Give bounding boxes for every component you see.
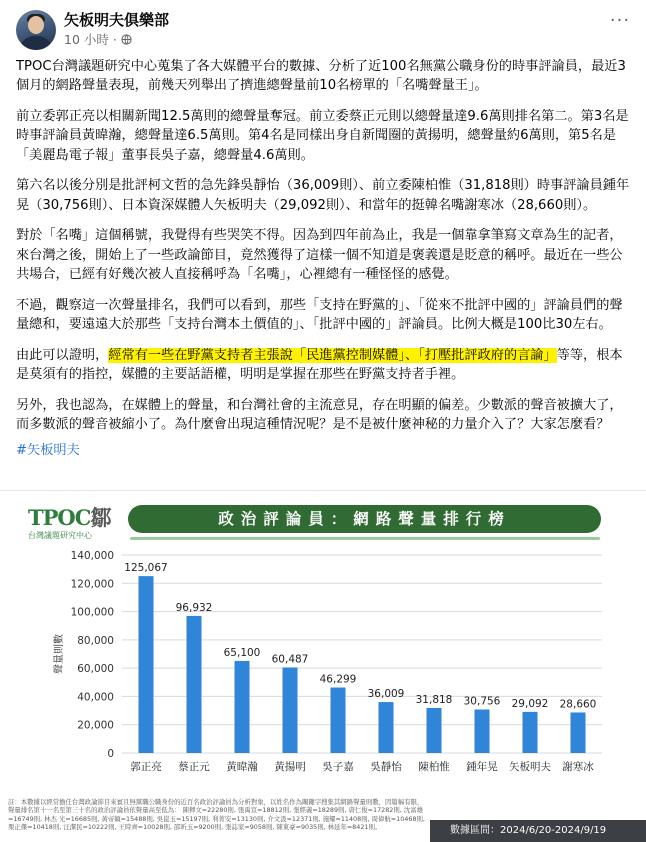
data-label: 36,009 bbox=[367, 688, 405, 701]
post-body bbox=[16, 57, 634, 460]
post-header bbox=[0, 0, 646, 52]
bar bbox=[283, 667, 298, 753]
x-tick-label: 矢板明夫 bbox=[509, 761, 551, 773]
x-tick-label: 吳子嘉 bbox=[322, 761, 354, 773]
post-paragraph: 第六名以後分別是批評柯文哲的急先鋒吳靜怡（36,009則）、前立委陳柏惟（31,818則）時事評論員鍾年晃（30,756則）、日本資深媒體人矢板明夫（29,092則）、和當年的挺韓名嘴謝寒冰（28,660則）。 bbox=[16, 178, 630, 213]
y-tick-label: 140,000 bbox=[70, 550, 114, 562]
page-avatar[interactable] bbox=[16, 10, 56, 50]
post-paragraph: 另外，我也認為，在媒體上的聲量，和台灣社會的主流意見，存在明顯的偏差。少數派的聲音被擴大了，而多數派的聲音被縮小了。為什麼會出現這種情況呢？是不是被什麼神秘的力量介入了？大家怎麼看？ bbox=[16, 397, 623, 433]
bar bbox=[379, 702, 394, 753]
page-name[interactable]: 矢板明夫俱樂部 bbox=[64, 11, 170, 29]
y-tick-label: 40,000 bbox=[77, 691, 114, 704]
chart-title-banner: 政治評論員：網路聲量排行榜 bbox=[128, 505, 601, 533]
logo-text: TPOC bbox=[28, 505, 91, 530]
logo-subtitle: 台灣議題研究中心 bbox=[28, 531, 92, 540]
data-label: 30,756 bbox=[463, 695, 501, 708]
highlighted-text: 經常有一些在野黨支持者主張說「民進黨控制媒體」、「打壓批評政府的言論」 bbox=[108, 347, 557, 363]
data-label: 46,299 bbox=[319, 673, 357, 686]
bar bbox=[235, 661, 250, 753]
y-tick-label: 0 bbox=[107, 748, 114, 760]
y-tick-label: 80,000 bbox=[77, 634, 114, 647]
bar bbox=[187, 616, 202, 753]
post-paragraph: 前立委郭正亮以相關新聞12.5萬則的總聲量奪冠。前立委蔡正元則以總聲量達9.6萬則排名第二。第3名是時事評論員黃暐瀚，總聲量達6.5萬則。第4名是同樣出身自新聞圈的黃揚明，總聲量約6萬則，第5名是「美麗島電子報」董事長吳子嘉，總聲量4.6萬則。 bbox=[16, 109, 629, 163]
chart-footnote: 註：本數據以經常擔任台灣政論節目來賓且無黨職公職身份的近百名政治評論員為分析對象，以姓名作為關鍵字搜集其網路聲量則數，因篇幅有限，聲量排名第十一名至第三十名的政治評論員依聲量高至低為： 陳揮文=22280則, 張禹宣=18812則, 張經義=18289則, 唐仁俊=17282則, 沈富雄=16749則, 林杰 光=16685則, 黃帝穎=15488則, 吳崑玉=15197則, 利菁安=13130則, 介文汲=12371則, 施耀=11408則, 周偉航=10468則, 栗正傑=10418則, 汪潔民=10222則, 王時齊=10028則, 邵昕玉=9200則, 張誌家=9058則, 陳東豪=9035則, 林延年=8421則。 bbox=[8, 798, 425, 831]
post-paragraph: 對於「名嘴」這個稱號，我覺得有些哭笑不得。因為到四年前為止，我是一個靠拿筆寫文章為生的記者，來台灣之後，開始上了一些政論節目，竟然獲得了這樣一個不知道是褒義還是貶意的稱呼。最近在一些公共場合，已經有好幾次被人直接稱呼為「名嘴」，心裡總有一種怪怪的感覺。 bbox=[16, 228, 623, 283]
bar bbox=[331, 688, 346, 753]
data-label: 96,932 bbox=[175, 601, 213, 614]
bar bbox=[427, 708, 442, 753]
bar bbox=[139, 576, 154, 753]
x-tick-label: 吳靜怡 bbox=[370, 761, 402, 773]
infographic-image[interactable] bbox=[0, 490, 646, 842]
meta-separator: · bbox=[112, 31, 117, 47]
globe-icon bbox=[121, 34, 132, 45]
data-label: 29,092 bbox=[511, 697, 549, 710]
post-paragraph: 不過，觀察這一次聲量排名，我們可以看到，那些「支持在野黨的」、「從來不批評中國的」評論員們的聲量總和，要遠遠大於那些「支持台灣本土價值的」、「批評中國的」評論員。比例大概是100比30左右。 bbox=[16, 297, 623, 333]
bar bbox=[571, 712, 586, 753]
y-tick-label: 20,000 bbox=[77, 719, 114, 732]
data-label: 31,818 bbox=[415, 694, 453, 707]
data-label: 65,100 bbox=[223, 646, 261, 659]
post-time[interactable]: 10 小時 bbox=[64, 32, 109, 47]
y-tick-label: 60,000 bbox=[77, 663, 114, 676]
y-tick-label: 120,000 bbox=[70, 578, 114, 591]
logo-suffix: 鄒 bbox=[90, 505, 111, 530]
more-options-button[interactable]: ··· bbox=[609, 10, 631, 31]
x-tick-label: 謝寒冰 bbox=[562, 761, 594, 773]
bar bbox=[475, 710, 490, 753]
x-tick-label: 郭正亮 bbox=[130, 761, 162, 773]
data-label: 28,660 bbox=[559, 698, 597, 711]
hashtag-link[interactable]: #矢板明夫 bbox=[16, 442, 80, 458]
x-tick-label: 黃揚明 bbox=[274, 761, 306, 773]
y-axis-label: 聲量則數 bbox=[54, 634, 65, 674]
y-tick-label: 100,000 bbox=[70, 606, 114, 619]
bar bbox=[523, 712, 538, 753]
x-tick-label: 黃暐瀚 bbox=[226, 761, 258, 773]
data-period: 數據區間：2024/6/20-2024/9/19 bbox=[430, 820, 646, 842]
x-tick-label: 陳柏惟 bbox=[418, 761, 450, 773]
x-tick-label: 蔡正元 bbox=[178, 761, 210, 773]
post-paragraph bbox=[16, 346, 634, 385]
post-meta bbox=[64, 30, 132, 48]
data-label: 60,487 bbox=[271, 653, 309, 666]
paragraph-text: 由此可以證明， bbox=[16, 347, 109, 363]
paragraph-text: 等等，根本是莫須有的指控，媒體的主要話語權，明明是掌握在那些在野黨支持者手裡。 bbox=[16, 347, 623, 383]
bar-chart bbox=[0, 491, 646, 796]
data-label: 125,067 bbox=[124, 562, 168, 575]
post-paragraph: TPOC台灣議題研究中心蒐集了各大媒體平台的數據、分析了近100名無黨公職身份的時事評論員，最近3個月的網路聲量表現，前幾天列舉出了擠進總聲量前10名榜單的「名嘴聲量王」。 bbox=[16, 59, 626, 94]
x-tick-label: 鍾年晃 bbox=[466, 761, 498, 773]
